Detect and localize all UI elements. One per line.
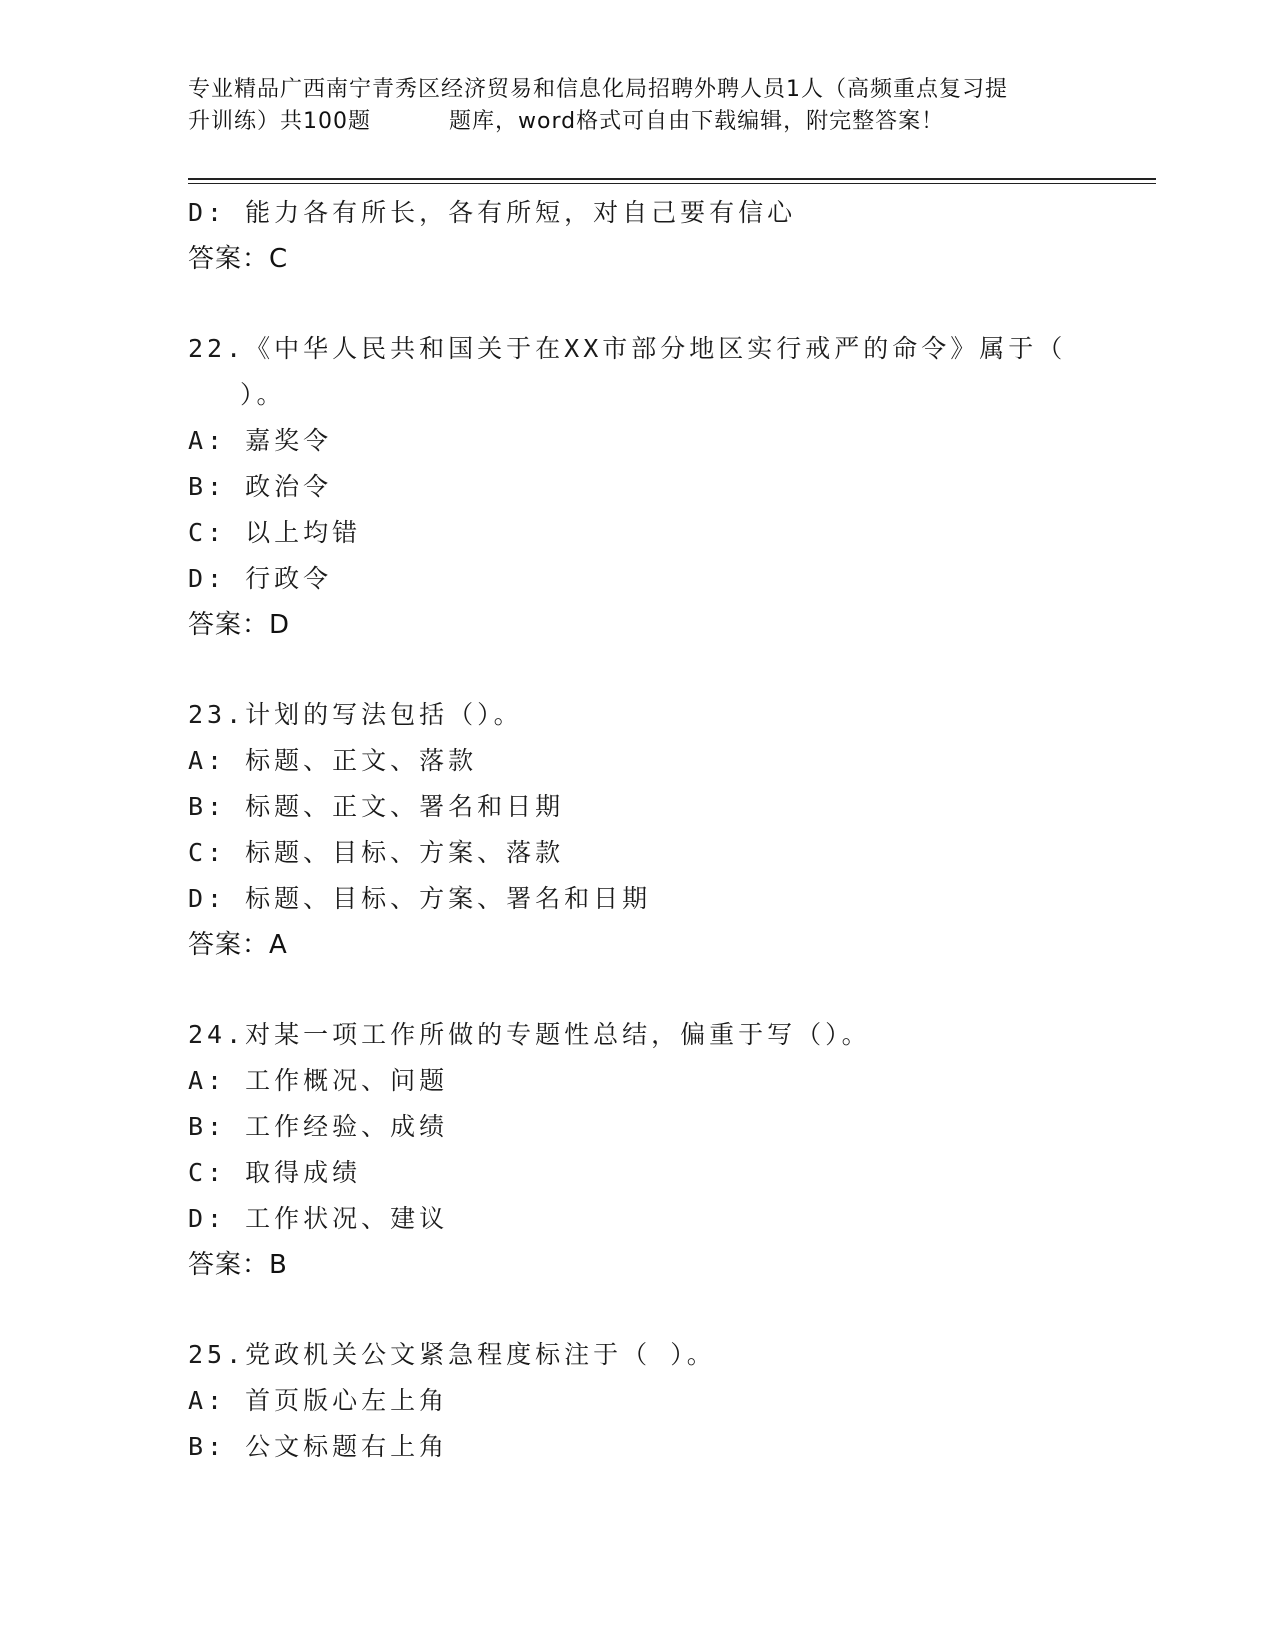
- question-22-option-d: D: 行政令: [188, 564, 333, 593]
- question-22: [188, 326, 1128, 648]
- question-23-option-a: A: 标题、正文、落款: [188, 746, 478, 775]
- question-23-option-b: B: 标题、正文、署名和日期: [188, 792, 565, 821]
- question-24-option-d: D: 工作状况、建议: [188, 1204, 449, 1233]
- question-23-option-d: D: 标题、目标、方案、署名和日期: [188, 884, 652, 913]
- question-25: [188, 1332, 1128, 1470]
- header-divider-thin: [188, 183, 1156, 184]
- prev-option-d: D: 能力各有所长，各有所短，对自己要有信心: [188, 198, 797, 227]
- question-24: [188, 1012, 1128, 1288]
- header-title-line1: 专业精品广西南宁青秀区经济贸易和信息化局招聘外聘人员1人（高频重点复习提: [188, 77, 1008, 102]
- question-22-option-c: C: 以上均错: [188, 518, 362, 547]
- question-24-option-a: A: 工作概况、问题: [188, 1066, 449, 1095]
- header-divider-thick: [188, 178, 1156, 180]
- question-23-stem: 23.计划的写法包括（）。: [188, 700, 523, 729]
- question-22-stem: 22.《中华人民共和国关于在XX市部分地区实行戒严的命令》属于（: [188, 334, 1067, 363]
- header-title-line2-part1: 升训练）共100题: [188, 109, 371, 134]
- header-title-line2: [188, 106, 1088, 138]
- question-23-answer: 答案：A: [188, 930, 288, 960]
- question-23: [188, 692, 1128, 968]
- question-25-option-b: B: 公文标题右上角: [188, 1432, 449, 1461]
- question-25-option-a: A: 首页版心左上角: [188, 1386, 449, 1415]
- question-24-stem: 24.对某一项工作所做的专题性总结，偏重于写（）。: [188, 1020, 871, 1049]
- question-23-option-c: C: 标题、目标、方案、落款: [188, 838, 565, 867]
- prev-answer: 答案：C: [188, 244, 289, 274]
- header-title-line2-part2: 题库，word格式可自由下载编辑，附完整答案！: [449, 109, 945, 134]
- question-25-stem: 25.党政机关公文紧急程度标注于（ ）。: [188, 1340, 716, 1369]
- question-24-option-c: C: 取得成绩: [188, 1158, 362, 1187]
- question-list: [188, 190, 1128, 1470]
- question-22-option-b: B: 政治令: [188, 472, 333, 501]
- question-22-answer: 答案：D: [188, 610, 291, 640]
- question-22-stem-cont: ）。: [240, 380, 286, 409]
- question-24-option-b: B: 工作经验、成绩: [188, 1112, 449, 1141]
- question-24-answer: 答案：B: [188, 1250, 288, 1280]
- question-22-option-a: A: 嘉奖令: [188, 426, 333, 455]
- page-header: [188, 74, 1088, 138]
